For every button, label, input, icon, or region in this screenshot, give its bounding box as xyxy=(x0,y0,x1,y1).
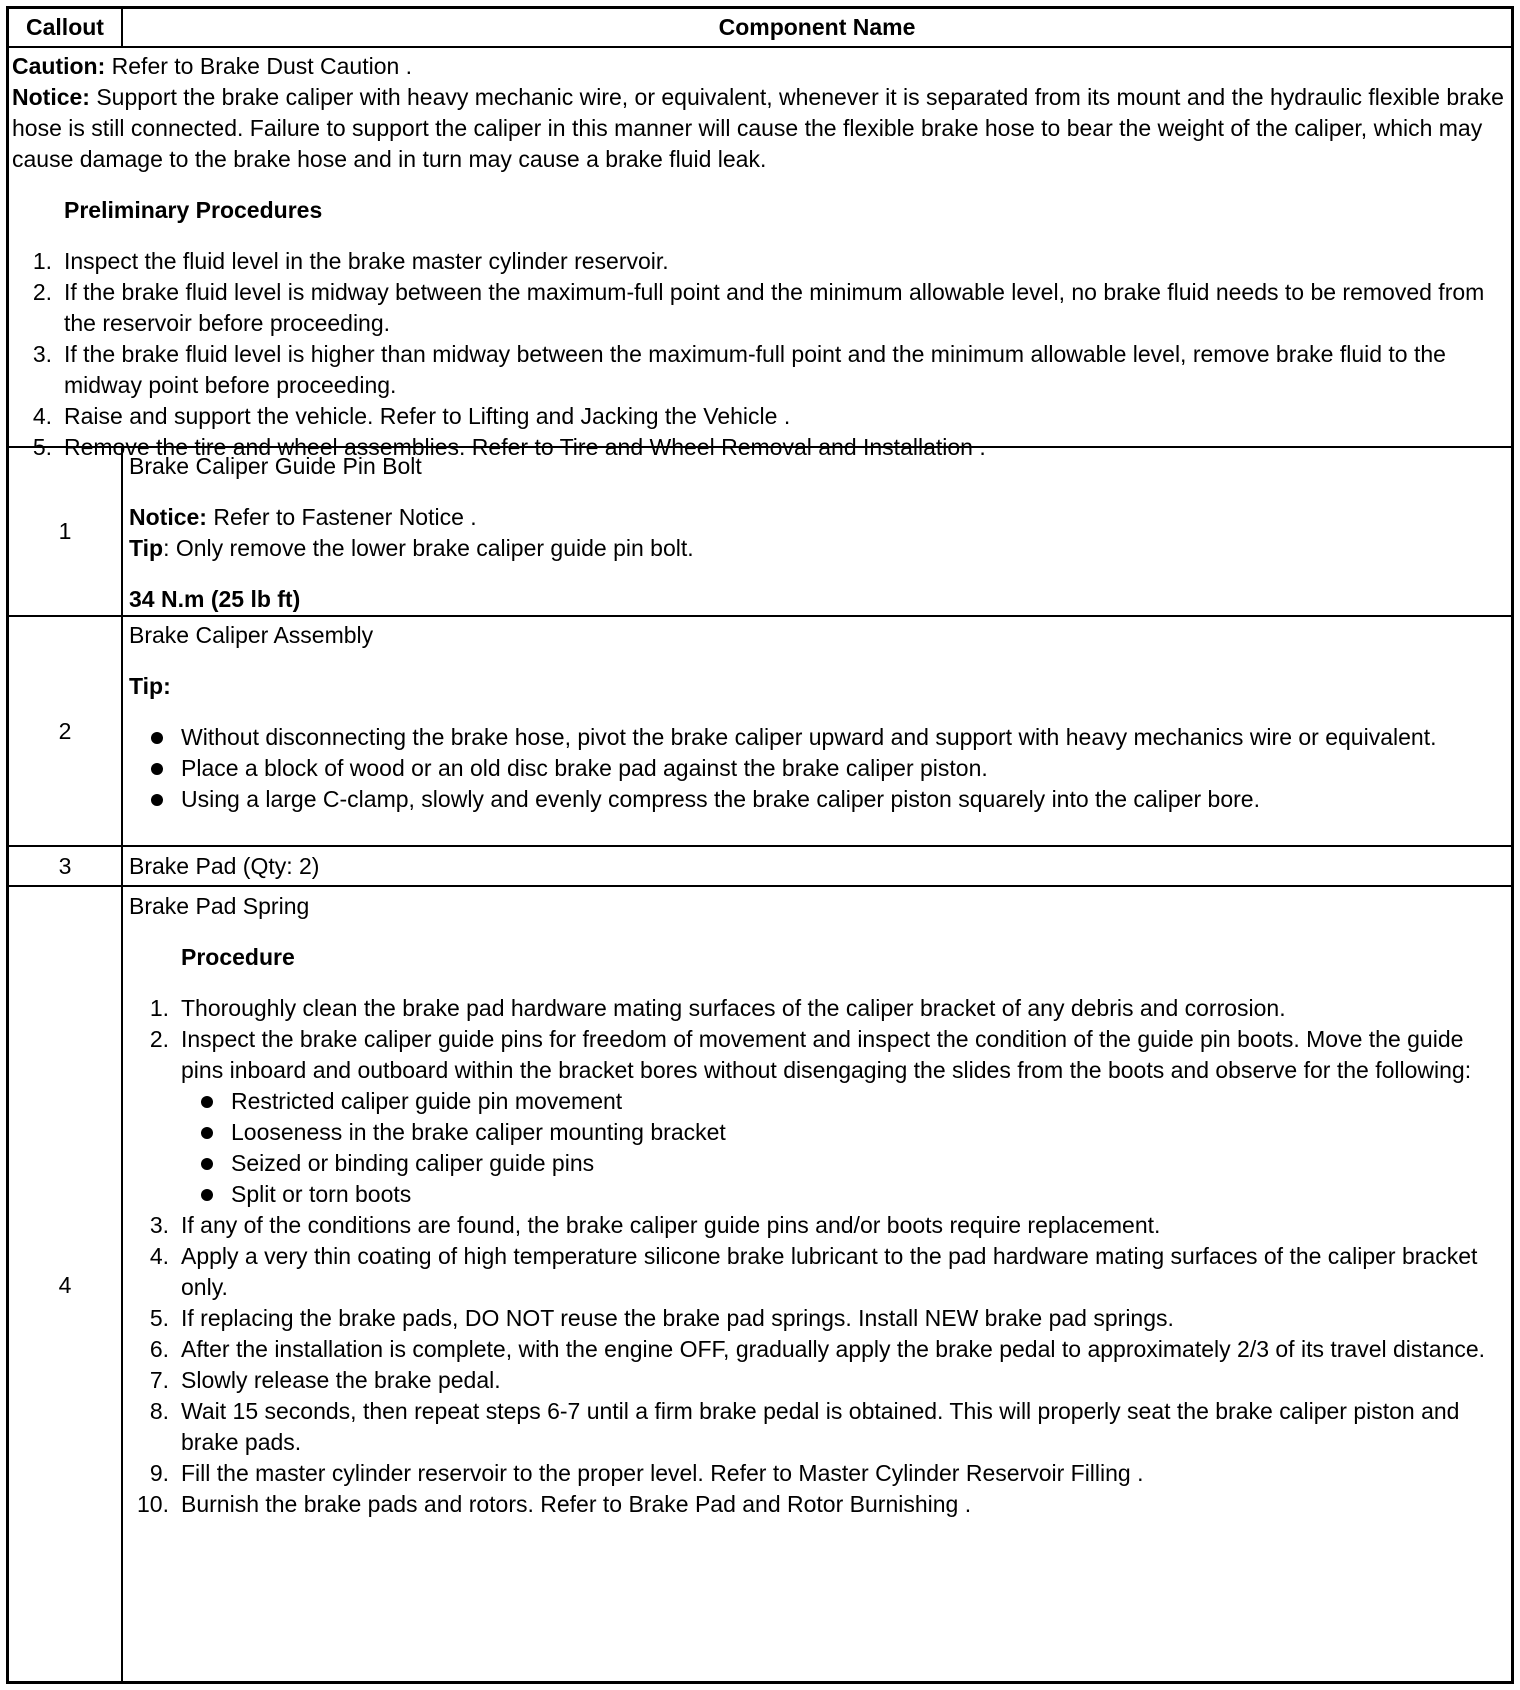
component-cell xyxy=(123,851,1511,882)
tip-bullets xyxy=(129,722,1503,815)
component-cell xyxy=(123,451,1511,615)
list-item: 1. Inspect the fluid level in the brake master cylinder reservoir. xyxy=(32,248,669,274)
caution-line xyxy=(12,51,1505,82)
notice-text: Support the brake caliper with heavy mechanic wire, or equivalent, whenever it is separated from its mount and the hydraulic flexible brake hose is still connected. Failure to support the caliper in this manner will cause the flexible brake hose to bear the weight of the caliper, which may cause damage to the brake hose and in turn may cause a brake fluid leak. xyxy=(12,84,1504,172)
list-item: Place a block of wood or an old disc brake pad against the brake caliper piston. xyxy=(129,753,1503,784)
list-item: Without disconnecting the brake hose, pivot the brake caliper upward and support with heavy mechanics wire or equivalent. xyxy=(129,722,1503,753)
list-item: 2. If the brake fluid level is midway between the maximum-full point and the minimum allowable level, no brake fluid needs to be removed from the reservoir before proceeding. xyxy=(32,279,1485,336)
caution-text: Refer to Brake Dust Caution . xyxy=(105,53,413,79)
list-item: 4. Raise and support the vehicle. Refer to Lifting and Jacking the Vehicle . xyxy=(32,403,791,429)
tip-line: Tip: Only remove the lower brake caliper guide pin bolt. xyxy=(129,535,694,561)
list-item: 10. Burnish the brake pads and rotors. Refer to Brake Pad and Rotor Burnishing . xyxy=(137,1491,972,1517)
list-item: Seized or binding caliper guide pins xyxy=(129,1148,1503,1179)
callout-number: 4 xyxy=(58,1272,72,1298)
component-name: Brake Pad (Qty: 2) xyxy=(129,853,320,879)
component-cell xyxy=(123,620,1511,815)
callout-number: 3 xyxy=(58,852,72,879)
notice-label: Notice: xyxy=(12,84,90,110)
component-name: Brake Caliper Guide Pin Bolt xyxy=(129,453,422,479)
list-item: 2. Inspect the brake caliper guide pins for freedom of movement and inspect the condition of the guide pin boots. Move the guide pins inboard and outboard within the bracket bores without disengaging the slides from the boots and observe for the following: xyxy=(149,1026,1472,1083)
list-item: 3. If any of the conditions are found, the brake caliper guide pins and/or boots require replacement. xyxy=(149,1212,1161,1238)
header-divider xyxy=(9,46,1511,48)
list-item: 1. Thoroughly clean the brake pad hardware mating surfaces of the caliper bracket of any debris and corrosion. xyxy=(149,995,1286,1021)
tip-line: Tip: xyxy=(129,673,171,699)
list-item: 5. Remove the tire and wheel assemblies. Refer to Tire and Wheel Removal and Installation . xyxy=(32,434,986,460)
list-item: Using a large C-clamp, slowly and evenly compress the brake caliper piston squarely into the caliper bore. xyxy=(129,784,1503,815)
row-divider xyxy=(9,615,1511,617)
list-item: 3. If the brake fluid level is higher than midway between the maximum-full point and the minimum allowable level, remove brake fluid to the midway point before proceeding. xyxy=(32,341,1446,398)
callout-number: 1 xyxy=(58,518,72,544)
row-divider xyxy=(9,885,1511,887)
list-item: 5. If replacing the brake pads, DO NOT reuse the brake pad springs. Install NEW brake pad springs. xyxy=(149,1305,1174,1331)
component-cell xyxy=(123,891,1511,1520)
caution-label: Caution: xyxy=(12,53,106,79)
procedure-table xyxy=(6,6,1514,1684)
callout-number: 2 xyxy=(58,717,72,744)
list-item: Looseness in the brake caliper mounting bracket xyxy=(129,1117,1503,1148)
procedure-steps xyxy=(129,993,1503,1520)
list-item: 4. Apply a very thin coating of high temperature silicone brake lubricant to the pad hardware mating surfaces of the caliper bracket only. xyxy=(149,1243,1478,1300)
row-divider xyxy=(9,845,1511,847)
header-callout: Callout xyxy=(26,14,104,40)
list-item: 7. Slowly release the brake pedal. xyxy=(149,1367,501,1393)
notice-paragraph xyxy=(12,82,1505,175)
list-item: 9. Fill the master cylinder reservoir to the proper level. Refer to Master Cylinder Reservoir Filling . xyxy=(149,1460,1144,1486)
list-item: 6. After the installation is complete, with the engine OFF, gradually apply the brake pedal to approximately 2/3 of its travel distance. xyxy=(149,1336,1486,1362)
preliminary-heading: Preliminary Procedures xyxy=(64,197,323,223)
list-item: Restricted caliper guide pin movement xyxy=(129,1086,1503,1117)
header-component-name: Component Name xyxy=(718,14,916,40)
notice-line: Notice: Refer to Fastener Notice . xyxy=(129,504,477,530)
preliminary-section xyxy=(12,51,1505,463)
list-item: 8. Wait 15 seconds, then repeat steps 6-7 until a firm brake pedal is obtained. This will properly seat the brake caliper piston and brake pads. xyxy=(149,1398,1460,1455)
torque-spec: 34 N.m (25 lb ft) xyxy=(129,586,301,612)
list-item: Split or torn boots xyxy=(129,1179,1503,1210)
procedure-heading: Procedure xyxy=(181,944,295,970)
component-name: Brake Caliper Assembly xyxy=(129,622,374,648)
component-name: Brake Pad Spring xyxy=(129,893,310,919)
preliminary-steps xyxy=(12,246,1505,463)
